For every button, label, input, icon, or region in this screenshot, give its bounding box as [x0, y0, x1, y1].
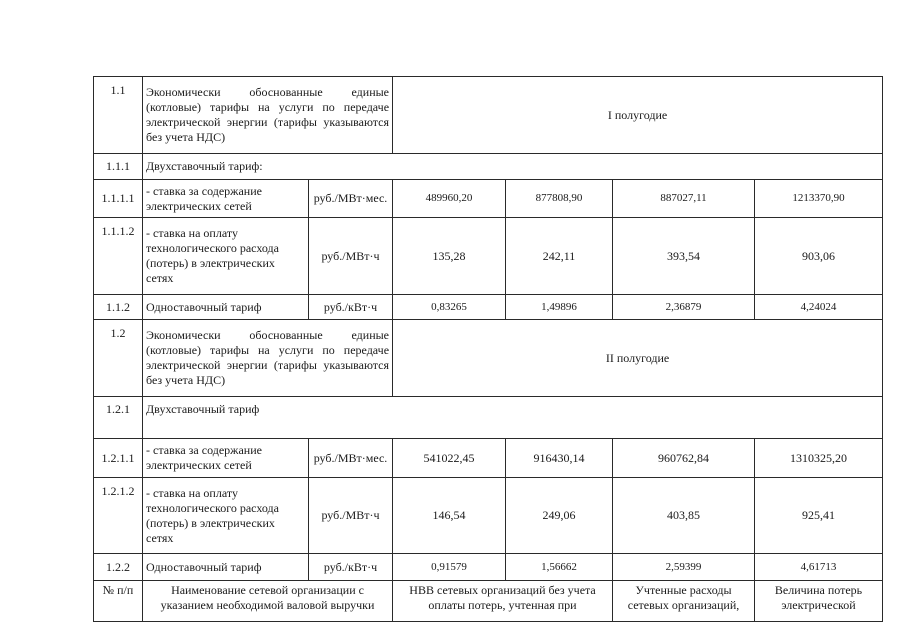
- value-cell: 0,83265: [393, 295, 506, 320]
- value-cell: 489960,20: [393, 180, 506, 218]
- row-name: - ставка за содержание электрических сетей: [143, 439, 309, 478]
- value-cell: 249,06: [506, 478, 613, 554]
- unit-cell: руб./МВт·мес.: [309, 180, 393, 218]
- row-number: 1.1.1.1: [94, 180, 143, 218]
- value-cell: 1,56662: [506, 554, 613, 581]
- row-number: 1.2.2: [94, 554, 143, 581]
- tariff-table: [93, 76, 883, 622]
- row-name: Одноставочный тариф: [143, 554, 309, 581]
- header-col-c: Величина потерь электрической: [755, 581, 883, 622]
- row-name: Двухставочный тариф: [143, 397, 883, 439]
- table-row: [94, 180, 883, 218]
- row-number: 1.1: [94, 77, 143, 154]
- value-cell: 925,41: [755, 478, 883, 554]
- value-cell: 2,59399: [613, 554, 755, 581]
- row-number: 1.2.1.2: [94, 478, 143, 554]
- value-cell: 393,54: [613, 218, 755, 295]
- table-row: [94, 154, 883, 180]
- table-header-row: [94, 581, 883, 622]
- row-name: - ставка на оплату технологического расхода (потерь) в электрических сетях: [143, 218, 309, 295]
- header-col-b: Учтенные расходы сетевых организаций,: [613, 581, 755, 622]
- value-cell: 4,61713: [755, 554, 883, 581]
- unit-cell: руб./МВт·мес.: [309, 439, 393, 478]
- value-cell: 887027,11: [613, 180, 755, 218]
- table-row: [94, 218, 883, 295]
- row-number: 1.2: [94, 320, 143, 397]
- table-row: [94, 478, 883, 554]
- table-row: [94, 295, 883, 320]
- row-number: 1.1.1: [94, 154, 143, 180]
- table-row: [94, 320, 883, 397]
- unit-cell: руб./кВт·ч: [309, 554, 393, 581]
- unit-cell: руб./МВт·ч: [309, 218, 393, 295]
- row-number: 1.1.2: [94, 295, 143, 320]
- row-number: 1.2.1.1: [94, 439, 143, 478]
- row-name: Экономически обоснованные единые (котловые) тарифы на услуги по передаче электрической энергии (тарифы указываются без учета НДС): [143, 77, 393, 154]
- value-cell: 1,49896: [506, 295, 613, 320]
- unit-cell: руб./кВт·ч: [309, 295, 393, 320]
- value-cell: 1310325,20: [755, 439, 883, 478]
- row-name: - ставка за содержание электрических сетей: [143, 180, 309, 218]
- value-cell: 0,91579: [393, 554, 506, 581]
- value-cell: 541022,45: [393, 439, 506, 478]
- table-row: [94, 554, 883, 581]
- value-cell: 135,28: [393, 218, 506, 295]
- row-name: - ставка на оплату технологического расхода (потерь) в электрических сетях: [143, 478, 309, 554]
- header-number: № п/п: [94, 581, 143, 622]
- header-col-a: НВВ сетевых организаций без учета оплаты потерь, учтенная при: [393, 581, 613, 622]
- value-cell: 960762,84: [613, 439, 755, 478]
- row-number: 1.2.1: [94, 397, 143, 439]
- value-cell: 242,11: [506, 218, 613, 295]
- value-cell: 2,36879: [613, 295, 755, 320]
- value-cell: 916430,14: [506, 439, 613, 478]
- period-label: I полугодие: [393, 77, 883, 154]
- value-cell: 877808,90: [506, 180, 613, 218]
- value-cell: 1213370,90: [755, 180, 883, 218]
- row-name: Экономически обоснованные единые (котловые) тарифы на услуги по передаче электрической энергии (тарифы указываются без учета НДС): [143, 320, 393, 397]
- table-row: [94, 77, 883, 154]
- value-cell: 146,54: [393, 478, 506, 554]
- unit-cell: руб./МВт·ч: [309, 478, 393, 554]
- value-cell: 903,06: [755, 218, 883, 295]
- period-label: II полугодие: [393, 320, 883, 397]
- header-name: Наименование сетевой организации с указанием необходимой валовой выручки: [143, 581, 393, 622]
- row-number: 1.1.1.2: [94, 218, 143, 295]
- row-name: Одноставочный тариф: [143, 295, 309, 320]
- row-name: Двухставочный тариф:: [143, 154, 883, 180]
- table-row: [94, 397, 883, 439]
- value-cell: 4,24024: [755, 295, 883, 320]
- table-row: [94, 439, 883, 478]
- value-cell: 403,85: [613, 478, 755, 554]
